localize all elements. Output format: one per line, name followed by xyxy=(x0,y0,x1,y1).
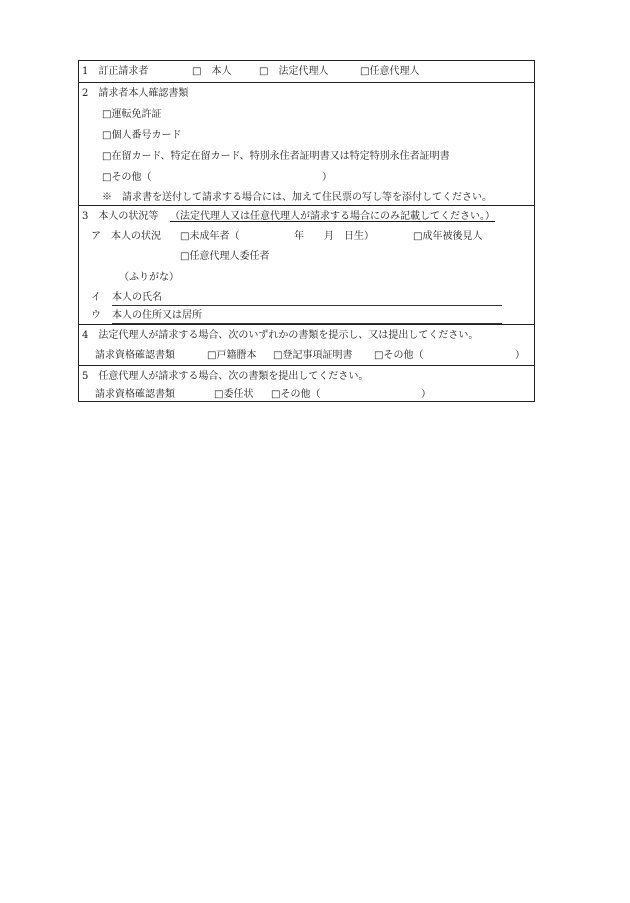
identity-documents-title: 2 請求者本人確認書類 xyxy=(82,88,189,99)
checkbox-voluntary-representative[interactable]: □任意代理人 xyxy=(360,66,420,77)
principal-status-note: （法定代理人又は任意代理人が請求する場合にのみ記載してください。） xyxy=(170,211,495,222)
checkbox-proxy-consignor[interactable]: □任意代理人委任者 xyxy=(180,251,270,262)
legal-qualification-label: 請求資格確認書類 xyxy=(95,350,175,361)
birth-day-label: 日生） xyxy=(344,231,374,242)
principal-status-title: 3 本人の状況等 xyxy=(82,211,159,222)
checkbox-legal-representative[interactable]: □ 法定代理人 xyxy=(259,66,329,77)
principal-name-line[interactable] xyxy=(112,305,502,306)
correction-request-form xyxy=(78,60,535,402)
section-requester xyxy=(79,61,534,82)
voluntary-qualification-label: 請求資格確認書類 xyxy=(95,389,175,400)
principal-name-label: 本人の氏名 xyxy=(112,292,162,303)
checkbox-my-number-card[interactable]: □個人番号カード xyxy=(102,130,182,141)
address-item-label: ウ xyxy=(91,310,101,321)
voluntary-representative-docs-title: 5 任意代理人が請求する場合、次の書類を提出してください。 xyxy=(82,371,369,382)
legal-representative-docs-title: 4 法定代理人が請求する場合、次のいずれかの書類を提示し、又は提出してください。 xyxy=(82,330,479,341)
voluntary-other-close: ） xyxy=(421,389,431,400)
checkbox-residence-card[interactable]: □在留カード、特定在留カード、特別永住者証明書又は特定特別永住者証明書 xyxy=(102,151,450,162)
checkbox-drivers-license[interactable]: □運転免許証 xyxy=(102,109,162,120)
checkbox-other-document[interactable]: □その他（ xyxy=(102,172,152,183)
name-item-label: イ xyxy=(91,292,101,303)
checkbox-legal-other[interactable]: □その他（ xyxy=(374,350,424,361)
legal-other-close: ） xyxy=(515,350,525,361)
checkbox-minor[interactable]: □未成年者（ xyxy=(180,231,240,242)
other-document-close: ） xyxy=(322,172,332,183)
requester-title: 1 訂正請求者 xyxy=(82,66,149,77)
principal-address-label: 本人の住所又は居所 xyxy=(112,310,202,321)
checkbox-power-of-attorney[interactable]: □委任状 xyxy=(214,389,254,400)
birth-month-label: 月 xyxy=(324,231,334,242)
mailing-note: ※ 請求書を送付して請求する場合には、加えて住民票の写し等を添付してください。 xyxy=(102,192,492,203)
section-legal-representative-docs xyxy=(79,324,534,365)
section-principal-status xyxy=(79,205,534,324)
checkbox-registry-certificate[interactable]: □登記事項証明書 xyxy=(273,350,353,361)
birth-year-label: 年 xyxy=(294,231,304,242)
status-label: ア 本人の状況 xyxy=(91,231,161,242)
checkbox-family-register[interactable]: □戸籍謄本 xyxy=(207,350,257,361)
section-identity-documents xyxy=(79,82,534,205)
checkbox-self[interactable]: □ 本人 xyxy=(192,66,232,77)
checkbox-adult-guardian[interactable]: □成年被後見人 xyxy=(413,231,483,242)
furigana-label: （ふりがな） xyxy=(119,272,179,283)
section-voluntary-representative-docs xyxy=(79,365,534,403)
checkbox-voluntary-other[interactable]: □その他（ xyxy=(271,389,321,400)
